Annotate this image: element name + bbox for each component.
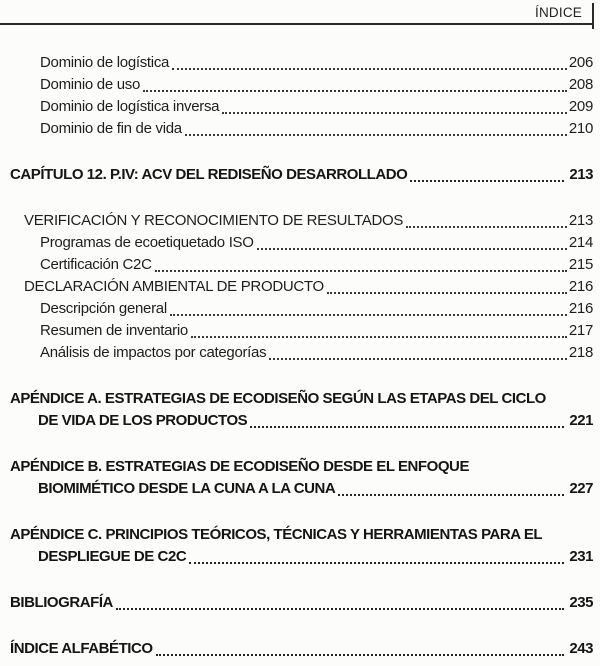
toc-entry — [40, 232, 593, 254]
page-number: 231 — [569, 548, 593, 565]
toc-entry — [40, 298, 593, 320]
dot-leader — [116, 608, 564, 610]
page-number: 216 — [568, 278, 593, 295]
page-number: 213 — [569, 166, 593, 183]
dot-leader — [257, 248, 567, 250]
toc-entry-line — [40, 74, 593, 96]
toc-list — [0, 25, 600, 660]
page-number: 206 — [568, 54, 593, 71]
toc-entry-label: Programas de ecoetiquetado ISO — [40, 234, 254, 251]
toc-entry — [24, 276, 593, 298]
dot-leader — [156, 654, 565, 656]
toc-entry — [10, 524, 593, 568]
toc-entry — [10, 638, 593, 660]
dot-leader — [327, 292, 567, 294]
toc-entry — [10, 388, 593, 432]
toc-entry-line — [38, 478, 593, 500]
toc-entry — [40, 52, 593, 74]
page-number: 215 — [568, 256, 593, 273]
page-number: 227 — [569, 480, 593, 497]
toc-section — [10, 524, 593, 568]
toc-entry-label: Análisis de impactos por categorías — [40, 344, 267, 361]
toc-section — [10, 388, 593, 432]
page-number: 221 — [569, 412, 593, 429]
page-number: 209 — [568, 98, 593, 115]
toc-entry-line — [40, 52, 593, 74]
toc-entry-label: Dominio de logística inversa — [40, 98, 220, 115]
toc-entry-line — [24, 276, 593, 298]
dot-leader — [185, 134, 567, 136]
toc-entry-line — [40, 96, 593, 118]
page-number: 210 — [568, 120, 593, 137]
toc-entry-label: Dominio de logística — [40, 54, 170, 71]
dot-leader — [189, 562, 564, 564]
toc-entry-line — [10, 592, 593, 614]
toc-entry-label: Descripción general — [40, 300, 167, 317]
toc-entry-line — [38, 410, 593, 432]
dot-leader — [250, 426, 564, 428]
dot-leader — [172, 68, 567, 70]
toc-section — [10, 210, 593, 364]
toc-entry — [40, 96, 593, 118]
toc-entry-label: BIBLIOGRAFÍA — [10, 594, 113, 611]
page-header-title: ÍNDICE — [535, 5, 582, 20]
toc-entry-label: DESPLIEGUE DE C2C — [38, 548, 187, 565]
toc-entry-label: DE VIDA DE LOS PRODUCTOS — [38, 412, 248, 429]
dot-leader — [170, 314, 567, 316]
toc-entry — [40, 254, 593, 276]
page-number: 243 — [569, 640, 593, 657]
toc-entry-line — [40, 118, 593, 140]
page-header — [0, 0, 593, 25]
toc-entry — [10, 592, 593, 614]
toc-entry-label: VERIFICACIÓN Y RECONOCIMIENTO DE RESULTADOS — [24, 212, 404, 229]
toc-entry-label: Dominio de fin de vida — [40, 120, 182, 137]
page-number: 213 — [568, 212, 593, 229]
dot-leader — [410, 180, 564, 182]
toc-entry — [40, 74, 593, 96]
toc-entry-line — [40, 232, 593, 254]
toc-entry-label: BIOMIMÉTICO DESDE LA CUNA A LA CUNA — [38, 480, 336, 497]
toc-section — [10, 52, 593, 140]
page-number: 216 — [568, 300, 593, 317]
toc-entry-line — [40, 342, 593, 364]
page-number: 214 — [568, 234, 593, 251]
toc-entry-label: DECLARACIÓN AMBIENTAL DE PRODUCTO — [24, 278, 324, 295]
toc-section — [10, 456, 593, 500]
toc-entry-line — [40, 298, 593, 320]
toc-entry — [40, 342, 593, 364]
toc-entry — [40, 320, 593, 342]
page-number: 217 — [568, 322, 593, 339]
toc-entry-label: APÉNDICE A. ESTRATEGIAS DE ECODISEÑO SEGÚN LAS ETAPAS DEL CICLO — [10, 390, 546, 407]
toc-section — [10, 638, 593, 660]
toc-entry-line — [40, 254, 593, 276]
toc-entry-label: APÉNDICE C. PRINCIPIOS TEÓRICOS, TÉCNICAS Y HERRAMIENTAS PARA EL — [10, 526, 543, 543]
toc-entry-line — [40, 320, 593, 342]
dot-leader — [338, 494, 564, 496]
dot-leader — [269, 358, 567, 360]
toc-entry — [40, 118, 593, 140]
dot-leader — [191, 336, 567, 338]
toc-entry-line — [38, 546, 593, 568]
toc-entry-line — [24, 210, 593, 232]
toc-section — [10, 592, 593, 614]
toc-entry-label: APÉNDICE B. ESTRATEGIAS DE ECODISEÑO DESDE EL ENFOQUE — [10, 458, 469, 475]
toc-entry — [10, 456, 593, 500]
page-number: 235 — [569, 594, 593, 611]
toc-entry-line — [10, 638, 593, 660]
dot-leader — [222, 112, 567, 114]
dot-leader — [143, 90, 567, 92]
toc-entry — [24, 210, 593, 232]
toc-entry — [10, 164, 593, 186]
page-number: 218 — [568, 344, 593, 361]
dot-leader — [406, 226, 567, 228]
toc-entry-label: Certificación C2C — [40, 256, 152, 273]
header-corner-rule — [592, 3, 594, 29]
toc-entry-line — [10, 164, 593, 186]
toc-entry-label: Dominio de uso — [40, 76, 141, 93]
toc-section — [10, 164, 593, 186]
toc-entry-label: ÍNDICE ALFABÉTICO — [10, 640, 153, 657]
toc-entry-label: Resumen de inventario — [40, 322, 188, 339]
toc-entry-label: CAPÍTULO 12. P.IV: ACV DEL REDISEÑO DESARROLLADO — [10, 166, 408, 183]
dot-leader — [155, 270, 567, 272]
page-number: 208 — [568, 76, 593, 93]
